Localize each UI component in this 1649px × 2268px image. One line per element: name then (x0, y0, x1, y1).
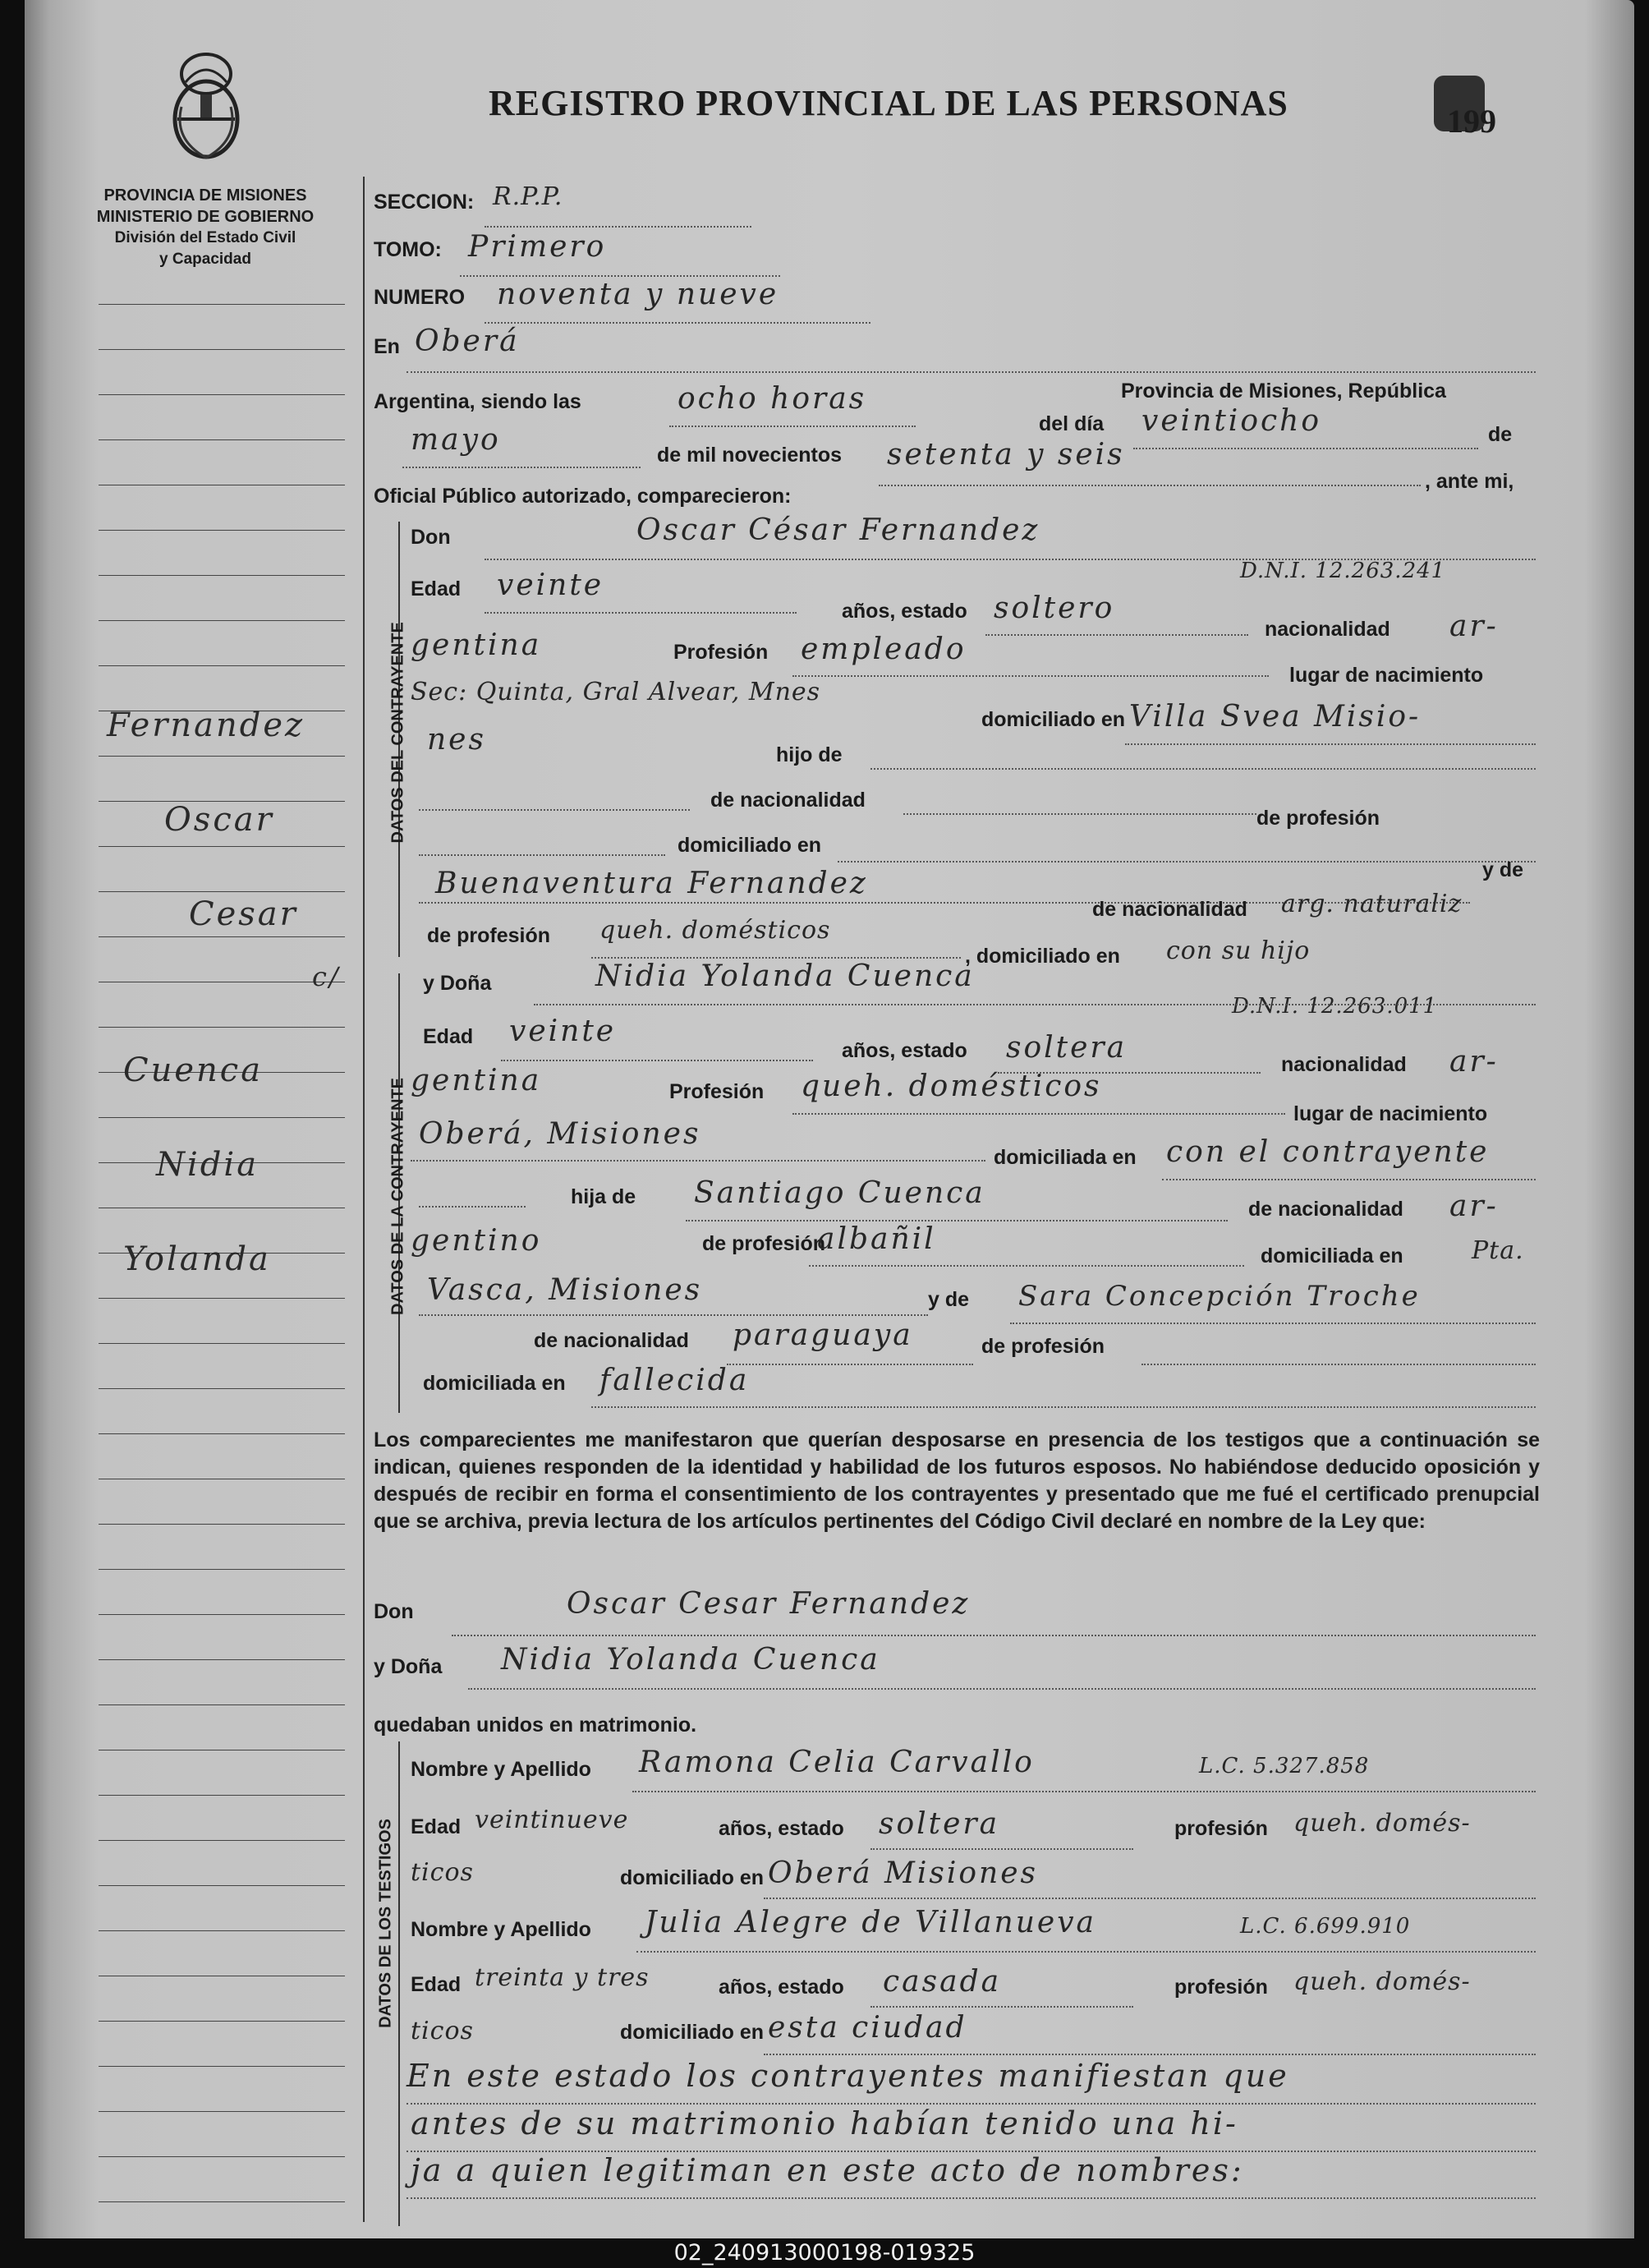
bride-padre-dom-b: Vasca, Misiones (427, 1273, 703, 1307)
bride-padre-prof-label: de profesión (702, 1232, 826, 1255)
w2-nombre-label: Nombre y Apellido (411, 1918, 591, 1941)
en-value: Oberá (415, 324, 520, 358)
provincia-text: Provincia de Misiones, República (1121, 380, 1446, 403)
groom-madre-prof-line (591, 957, 961, 959)
decl-don-label: Don (374, 1600, 414, 1623)
decl-don-line (452, 1635, 1536, 1636)
consent-statement: Los comparecientes me manifestaron que querían desposarse en presencia de los testigos que a continuación se indican, quienes responden de la identidad y habilidad de los futuros esposos. No habiéndose deducido oposición y después de recibir en forma el consentimiento de los contrayentes y presentado que me fué el certificado prenupcial que se archiva, previa lectura de los artículos pertinentes del Código Civil declaré en nombre de la Ley que: (374, 1428, 1540, 1533)
w1-estado: soltera (879, 1807, 1000, 1841)
bride-madre-dom: fallecida (599, 1364, 750, 1397)
anio-line (879, 485, 1421, 486)
agency-line-province: PROVINCIA DE MISIONES (103, 186, 307, 205)
w2-anos-label: años, estado (719, 1976, 844, 1999)
w1-profesion-b: ticos (411, 1858, 474, 1887)
w2-domic-label: domiciliado en (620, 2021, 765, 2044)
bride-nac-b: gentina (411, 1064, 542, 1097)
bride-padre-line (686, 1220, 1228, 1221)
en-line (407, 371, 1536, 373)
w2-prof-label: profesión (1174, 1976, 1268, 1999)
bride-name-line (534, 1004, 1536, 1005)
decl-dona: Nidia Yolanda Cuenca (501, 1643, 880, 1677)
seccion-label: SECCION: (374, 191, 475, 214)
margin-note-bride-first: Nidia (156, 1146, 260, 1184)
groom-madre-nac-label: de nacionalidad (1092, 898, 1247, 921)
w2-estado-line (870, 2006, 1133, 2008)
bride-lugar: Oberá, Misiones (419, 1117, 701, 1151)
groom-nac-b: gentina (411, 628, 542, 662)
groom-name-line (485, 559, 1536, 560)
bride-nac-a: ar- (1449, 1045, 1499, 1079)
w2-domicilio-line (764, 2054, 1536, 2055)
margin-note-bride-second: Yolanda (123, 1240, 271, 1278)
w1-domicilio-line (764, 1898, 1536, 1899)
margin-note-surname: Fernandez (107, 706, 305, 744)
page-number: 199 (1447, 103, 1496, 140)
bride-lugar-line (411, 1160, 985, 1162)
groom-anos-label: años, estado (842, 600, 967, 623)
groom-madre-nac: arg. naturaliz (1281, 890, 1463, 918)
groom-domic-label: domiciliado en (981, 708, 1126, 731)
groom-nac-label: nacionalidad (1265, 618, 1390, 641)
bride-prof-line (792, 1113, 1285, 1115)
bride-estado: soltera (1006, 1031, 1128, 1065)
dia-de-label: de (1488, 423, 1513, 446)
w1-domicilio: Oberá Misiones (768, 1856, 1038, 1890)
w1-nombre: Ramona Celia Carvallo (639, 1746, 1035, 1779)
agency-line-division: División del Estado Civil (114, 229, 296, 246)
agency-line-capacity: y Capacidad (159, 251, 251, 268)
w2-nombre: Julia Alegre de Villanueva (645, 1906, 1097, 1939)
decl-dona-line (468, 1688, 1536, 1690)
groom-prof-line (792, 675, 1269, 677)
witness-note-line-3: ja a quien legitiman en este acto de nombres: (411, 2152, 1244, 2188)
groom-padre-line (419, 809, 690, 811)
w2-edad-label: Edad (411, 1973, 462, 1996)
bride-padre: Santiago Cuenca (694, 1176, 985, 1210)
bride-edad-line (501, 1060, 813, 1061)
w1-nombre-label: Nombre y Apellido (411, 1758, 591, 1781)
groom-padre-prof-line (419, 854, 665, 856)
bride-profesion: queh. domésticos (801, 1070, 1102, 1103)
bride-madre-prof-label: de profesión (981, 1335, 1105, 1358)
bride-domicilio: con el contrayente (1166, 1135, 1490, 1169)
bride-name: Nidia Yolanda Cuenca (595, 959, 975, 993)
w2-profesion-a: queh. domés- (1293, 1967, 1471, 1996)
bride-madre-dom-line (591, 1406, 1536, 1408)
groom-madre-dom: con su hijo (1166, 936, 1311, 965)
margin-note-second-name: Cesar (189, 895, 298, 933)
numero-value: noventa y nueve (497, 278, 779, 311)
numero-label: NUMERO (374, 286, 466, 309)
bride-hija-label: hija de (571, 1185, 636, 1208)
bride-madre-nac-label: de nacionalidad (534, 1329, 689, 1352)
ante-label: , ante mi, (1425, 470, 1514, 493)
footer-image-id: 02_240913000198-019325 (0, 2238, 1649, 2268)
w2-profesion-b: ticos (411, 2017, 474, 2045)
margin-note-bride-surname: Cuenca (123, 1051, 264, 1089)
groom-padre-nac-line (903, 813, 1256, 815)
bride-padre-dom-label: domiciliada en (1261, 1244, 1403, 1267)
witness-bracket (398, 1741, 400, 2226)
groom-madre-prof-label: de profesión (427, 924, 551, 947)
w1-nombre-line (632, 1791, 1536, 1792)
agency-block (82, 185, 328, 270)
bride-section-label: DATOS DE LA CONTRAYENTE (388, 1078, 407, 1315)
groom-estado: soltero (994, 591, 1115, 625)
page-title: REGISTRO PROVINCIAL DE LAS PERSONAS (489, 83, 1288, 123)
w1-estado-line (870, 1848, 1133, 1850)
witness-note-line-2: antes de su matrimonio habían tenido una hi- (411, 2105, 1238, 2141)
groom-lugar-label: lugar de nacimiento (1289, 664, 1484, 687)
bride-edad-label: Edad (423, 1025, 474, 1048)
bride-edad: veinte (509, 1014, 617, 1048)
w1-anos-label: años, estado (719, 1817, 844, 1840)
bride-doc: D.N.I. 12.263.011 (1232, 994, 1438, 1019)
bride-padre-dom-a: Pta. (1472, 1236, 1524, 1265)
en-label: En (374, 335, 400, 358)
register-page (25, 0, 1634, 2238)
witness-note-line-1: En este estado los contrayentes manifiestan que (407, 2058, 1289, 2094)
oficial-label: Oficial Público autorizado, comparecieron: (374, 485, 792, 508)
w1-domic-label: domiciliado en (620, 1866, 765, 1889)
bride-y-de-label: y de (928, 1288, 970, 1311)
bride-padre-prof-line (809, 1265, 1244, 1267)
groom-section-label: DATOS DEL CONTRAYENTE (388, 622, 407, 844)
groom-edad-label: Edad (411, 577, 462, 600)
witness-section-label: DATOS DE LOS TESTIGOS (376, 1819, 395, 2028)
bride-madre-dom-label: domiciliada en (423, 1372, 566, 1395)
anio-value: setenta y seis (887, 438, 1125, 472)
groom-domicilio-line (1125, 743, 1536, 745)
bride-hija-lead-line (419, 1206, 526, 1208)
decl-closing: quedaban unidos en matrimonio. (374, 1714, 697, 1737)
groom-domicilio-a: Villa Svea Misio- (1129, 700, 1422, 734)
groom-domicilio-b: nes (427, 723, 486, 757)
bride-padre-nac-b: gentino (411, 1224, 542, 1258)
hora-line (669, 426, 916, 427)
groom-estado-line (985, 634, 1248, 636)
bride-nac-label: nacionalidad (1281, 1053, 1407, 1076)
bride-padre-nac-a: ar- (1449, 1189, 1499, 1223)
bride-madre-line (1010, 1323, 1536, 1324)
decl-dona-label: y Doña (374, 1655, 443, 1678)
mes-value: mayo (411, 423, 501, 457)
groom-de-prof-label: de profesión (1256, 807, 1380, 830)
agency-line-ministry: MINISTERIO DE GOBIERNO (96, 208, 315, 226)
groom-don-label: Don (411, 526, 451, 549)
bride-lugar-label: lugar de nacimiento (1293, 1102, 1488, 1125)
bride-anos-label: años, estado (842, 1039, 967, 1062)
mes-line (402, 467, 641, 468)
bride-prof-label: Profesión (669, 1080, 765, 1103)
groom-domic2-label: domiciliado en (678, 834, 822, 857)
note-line-1-rule (407, 2103, 1536, 2105)
groom-doc: D.N.I. 12.263.241 (1240, 559, 1446, 583)
bride-padre-nac-label: de nacionalidad (1248, 1198, 1403, 1221)
bride-madre: Sara Concepción Troche (1018, 1280, 1421, 1313)
note-line-3-rule (407, 2197, 1536, 2199)
bride-dona-label: y Doña (423, 972, 492, 995)
bride-domicilio-line (1162, 1179, 1536, 1180)
w2-estado: casada (883, 1965, 1002, 1999)
hora-value: ocho horas (678, 382, 867, 416)
margin-note-first-name: Oscar (164, 801, 274, 839)
dia-line (1133, 448, 1478, 449)
groom-profesion: empleado (801, 633, 967, 666)
dia-value: veintiocho (1141, 404, 1322, 438)
coat-of-arms-emblem (161, 49, 251, 164)
bride-domic-label: domiciliada en (994, 1146, 1137, 1169)
argentina-label: Argentina, siendo las (374, 390, 581, 413)
groom-edad: veinte (497, 568, 604, 602)
w1-edad-label: Edad (411, 1815, 462, 1838)
dia-label: del día (1039, 412, 1105, 435)
tomo-value: Primero (468, 230, 607, 264)
bride-padre-prof: albañil (817, 1222, 936, 1256)
margin-note-conjunction: c/ (312, 961, 341, 992)
groom-de-nac-label: de nacionalidad (710, 789, 866, 812)
numero-line (485, 322, 870, 324)
groom-padre-dom-line (838, 861, 1536, 863)
form-left-border (363, 177, 365, 2222)
bride-madre-nac-line (727, 1364, 973, 1365)
w1-profesion-a: queh. domés- (1293, 1809, 1471, 1838)
groom-lugar: Sec: Quinta, Gral Alvear, Mnes (411, 678, 821, 706)
w2-domicilio: esta ciudad (768, 2011, 967, 2045)
groom-prof-label: Profesión (673, 641, 769, 664)
groom-name: Oscar César Fernandez (636, 513, 1040, 547)
tomo-line (460, 275, 780, 277)
w1-doc: L.C. 5.327.858 (1199, 1754, 1370, 1778)
groom-y-de-label: y de (1482, 858, 1524, 881)
seccion-line (485, 226, 751, 228)
decl-don: Oscar Cesar Fernandez (567, 1587, 971, 1621)
w1-edad: veintinueve (475, 1806, 629, 1834)
groom-hijo-label: hijo de (776, 743, 843, 766)
bride-padre-dom-line (419, 1314, 928, 1316)
groom-madre-prof: queh. domésticos (599, 916, 831, 945)
seccion-value: R.P.P. (493, 182, 563, 211)
groom-madre: Buenaventura Fernandez (435, 867, 868, 900)
tomo-label: TOMO: (374, 238, 442, 261)
bride-madre-nac: paraguaya (733, 1318, 913, 1352)
groom-hijo-line (870, 768, 1536, 770)
w2-nombre-line (636, 1951, 1536, 1953)
groom-edad-line (485, 612, 797, 614)
groom-nac-a: ar- (1449, 610, 1499, 643)
w1-prof-label: profesión (1174, 1817, 1268, 1840)
groom-madre-dom-label: , domiciliado en (965, 945, 1120, 968)
w2-doc: L.C. 6.699.910 (1240, 1914, 1411, 1939)
bride-madre-prof-line (1141, 1364, 1536, 1365)
anio-label: de mil novecientos (657, 444, 843, 467)
w2-edad: treinta y tres (475, 1963, 650, 1992)
